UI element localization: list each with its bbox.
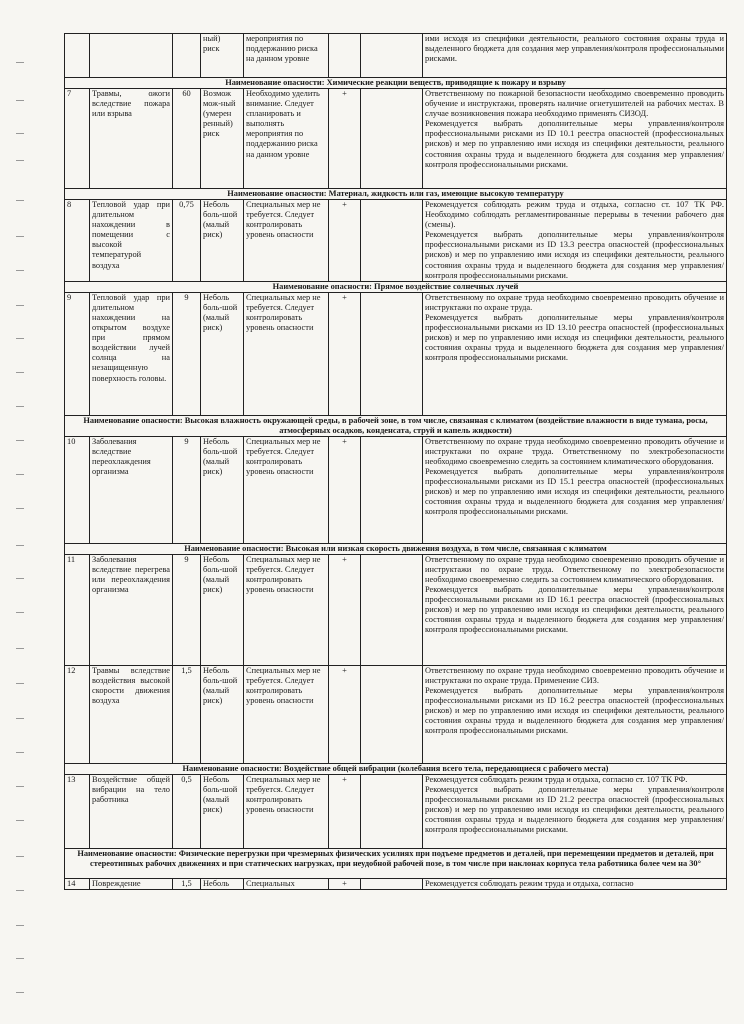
acceptability-mark: + — [329, 878, 361, 889]
empty-cell — [361, 665, 423, 763]
hazard-description: Заболевания вследствие переохлаждения организма — [90, 436, 173, 543]
hazard-description: Воздействие общей вибрации на тело работника — [90, 774, 173, 848]
binding-tick — [16, 786, 24, 787]
risk-level: Неболь боль-шой (малый риск) — [201, 554, 244, 665]
hazard-section-title: Наименование опасности: Высокая или низкая скорость движения воздуха, в том числе, связанная с климатом — [65, 543, 727, 554]
row-number: 12 — [65, 665, 90, 763]
table-row — [65, 774, 727, 848]
recommendation-text: Ответственному по охране труда необходимо своевременно проводить обучение и инструктажи по охране труда. Ответственному по электробезопасности необходимо своевременно следить за состоянием климатического оборудования. Рекомендуется выбрать дополнительные меры управления/контроля профессиональными рисками из ID 16.1 реестра опасностей (профессиональных рисков) и мер по управлению ими исходя из специфики деятельности, реального состояния охраны труда и выделенного бюджета для создания мер управления/контроля профессиональными рисками. — [423, 554, 727, 665]
binding-tick — [16, 856, 24, 857]
binding-margin — [0, 0, 58, 1024]
hazard-description: Тепловой удар при длительном нахождении в помещении с высокой температурой воздуха — [90, 200, 173, 282]
section-header-row — [65, 78, 727, 89]
hazard-section-title: Наименование опасности: Физические перегрузки при чрезмерных физических усилиях при подъеме предметов и деталей, при перемещении предметов и деталей, при стереотипных рабочих движениях и при статических нагрузках, при неудобной рабочей позе, в том числе при наклонах корпуса тела работника более чем на 30° — [65, 848, 727, 878]
risk-level: Неболь боль-шой (малый риск) — [201, 200, 244, 282]
table-row — [65, 878, 727, 889]
empty-cell — [361, 878, 423, 889]
empty-cell — [361, 34, 423, 78]
recommendation-text: Рекомендуется соблюдать режим труда и отдыха, согласно — [423, 878, 727, 889]
risk-assessment-table — [64, 33, 727, 890]
risk-measures: Специальных мер не требуется. Следует контролировать уровень опасности — [244, 292, 329, 415]
binding-tick — [16, 545, 24, 546]
table-row — [65, 436, 727, 543]
binding-tick — [16, 925, 24, 926]
level-cell: ный) риск — [201, 34, 244, 78]
recommendation-cell: ими исходя из специфики деятельности, реального состояния охраны труда и выделенного бюджета для создания мер управления/контроля профессиональными рисками. — [423, 34, 727, 78]
binding-tick — [16, 62, 24, 63]
risk-value: 1,5 — [173, 665, 201, 763]
measures-cell: мероприятия по поддержанию риска на данном уровне — [244, 34, 329, 78]
binding-tick — [16, 440, 24, 441]
binding-tick — [16, 100, 24, 101]
binding-tick — [16, 270, 24, 271]
empty-cell — [361, 89, 423, 189]
section-header-row — [65, 763, 727, 774]
empty-cell — [361, 436, 423, 543]
binding-tick — [16, 406, 24, 407]
hazard-section-title: Наименование опасности: Высокая влажность окружающей среды, в рабочей зоне, в том числе, связанная с климатом (воздействие влажности в виде тумана, росы, атмосферных осадков, конденсата, струй и капель жидкости) — [65, 415, 727, 436]
recommendation-text: Ответственному по охране труда необходимо своевременно проводить обучение и инструктажи по охране труда. Ответственному по электробезопасности необходимо своевременно следить за состоянием климатического оборудования. Рекомендуется выбрать дополнительные меры управления/контроля профессиональными рисками из ID 15.1 реестра опасностей (профессиональных рисков) и мер по управлению ими исходя из специфики деятельности, реального состояния охраны труда и выделенного бюджета для создания мер управления/контроля профессиональными рисками. — [423, 436, 727, 543]
binding-tick — [16, 508, 24, 509]
binding-tick — [16, 160, 24, 161]
row-number: 11 — [65, 554, 90, 665]
table-row — [65, 554, 727, 665]
empty-cell — [361, 292, 423, 415]
hazard-description: Травмы вследствие воздействия высокой скорости движения воздуха — [90, 665, 173, 763]
row-number: 9 — [65, 292, 90, 415]
binding-tick — [16, 578, 24, 579]
row-number: 10 — [65, 436, 90, 543]
table-row — [65, 200, 727, 282]
row-number: 13 — [65, 774, 90, 848]
risk-level: Возмож мож-ный (умерен ренный) риск — [201, 89, 244, 189]
risk-value: 0,5 — [173, 774, 201, 848]
binding-tick — [16, 718, 24, 719]
binding-tick — [16, 338, 24, 339]
binding-tick — [16, 474, 24, 475]
binding-tick — [16, 648, 24, 649]
recommendation-text: Рекомендуется соблюдать режим труда и отдыха, согласно ст. 107 ТК РФ. Рекомендуется выбрать дополнительные меры управления/контроля профессиональными рисками из ID 21.2 реестра опасностей (профессиональных рисков) и мер по управлению ими исходя из специфики деятельности, реального состояния охраны труда и выделенного бюджета для создания мер управления/контроля профессиональными рисками. — [423, 774, 727, 848]
section-header-row — [65, 848, 727, 878]
risk-measures: Специальных мер не требуется. Следует контролировать уровень опасности — [244, 554, 329, 665]
mark-cell — [329, 34, 361, 78]
risk-level: Неболь боль-шой (малый риск) — [201, 665, 244, 763]
table-row — [65, 665, 727, 763]
hazard-cell — [90, 34, 173, 78]
empty-cell — [361, 554, 423, 665]
acceptability-mark: + — [329, 436, 361, 543]
hazard-description: Тепловой удар при длительном нахождении на открытом воздухе при прямом воздействии лучей солнца на незащищенную поверхность головы. — [90, 292, 173, 415]
risk-value: 0,75 — [173, 200, 201, 282]
binding-tick — [16, 372, 24, 373]
hazard-section-title: Наименование опасности: Прямое воздействие солнечных лучей — [65, 281, 727, 292]
table-row — [65, 292, 727, 415]
acceptability-mark: + — [329, 89, 361, 189]
acceptability-mark: + — [329, 200, 361, 282]
hazard-description: Травмы, ожоги вследствие пожара или взрыва — [90, 89, 173, 189]
acceptability-mark: + — [329, 774, 361, 848]
binding-tick — [16, 820, 24, 821]
hazard-section-title: Наименование опасности: Воздействие общей вибрации (колебания всего тела, передающиеся с рабочего места) — [65, 763, 727, 774]
num-cell — [65, 34, 90, 78]
hazard-section-title: Наименование опасности: Материал, жидкость или газ, имеющие высокую температуру — [65, 189, 727, 200]
binding-tick — [16, 890, 24, 891]
hazard-description: Повреждение — [90, 878, 173, 889]
risk-measures: Специальных мер не требуется. Следует контролировать уровень опасности — [244, 436, 329, 543]
binding-tick — [16, 958, 24, 959]
binding-tick — [16, 305, 24, 306]
risk-measures: Специальных мер не требуется. Следует контролировать уровень опасности — [244, 774, 329, 848]
risk-value: 9 — [173, 436, 201, 543]
empty-cell — [361, 200, 423, 282]
hazard-description: Заболевания вследствие перегрева или переохлаждения организма — [90, 554, 173, 665]
risk-value: 9 — [173, 292, 201, 415]
binding-tick — [16, 200, 24, 201]
binding-tick — [16, 992, 24, 993]
table-row-continued — [65, 34, 727, 78]
section-header-row — [65, 543, 727, 554]
acceptability-mark: + — [329, 554, 361, 665]
hazard-section-title: Наименование опасности: Химические реакции веществ, приводящие к пожару и взрыву — [65, 78, 727, 89]
risk-measures: Необходимо уделить внимание. Следует спланировать и выполнять мероприятия по поддержанию риска на данном уровне — [244, 89, 329, 189]
binding-tick — [16, 612, 24, 613]
recommendation-text: Рекомендуется соблюдать режим труда и отдыха, согласно ст. 107 ТК РФ. Необходимо соблюдать регламентированные перерывы в течении рабочего дня (смены). Рекомендуется выбрать дополнительные меры управления/контроля профессиональными рисками из ID 13.3 реестра опасностей (профессиональных рисков) и мер по управлению ими исходя из специфики деятельности, реального состояния охраны труда и выделенного бюджета для создания мер управления/контроля профессиональными рисками. — [423, 200, 727, 282]
row-number: 14 — [65, 878, 90, 889]
risk-measures: Специальных мер не требуется. Следует контролировать уровень опасности — [244, 665, 329, 763]
acceptability-mark: + — [329, 665, 361, 763]
section-header-row — [65, 415, 727, 436]
recommendation-text: Ответственному по пожарной безопасности необходимо своевременно проводить обучение и инструктажи, проверять наличие огнетушителей на рабочих местах. В случае возникновения пожара необходимо применять СИЗОД. Рекомендуется выбрать дополнительные меры управления/контроля профессиональными рисками из ID 10.1 реестра опасностей (профессиональных рисков) и мер по управлению ими исходя из специфики деятельности, реального состояния охраны труда и выделенного бюджета для создания мер управления/контроля профессиональными рисками. — [423, 89, 727, 189]
risk-level: Неболь боль-шой (малый риск) — [201, 774, 244, 848]
binding-tick — [16, 752, 24, 753]
risk-value: 1,5 — [173, 878, 201, 889]
risk-level: Неболь — [201, 878, 244, 889]
risk-value: 9 — [173, 554, 201, 665]
table-row — [65, 89, 727, 189]
recommendation-text: Ответственному по охране труда необходимо своевременно проводить обучение и инструктажи по охране труда. Применение СИЗ. Рекомендуется выбрать дополнительные меры управления/контроля профессиональными рисками из ID 16.2 реестра опасностей (профессиональных рисков) и мер по управлению ими исходя из специфики деятельности, реального состояния охраны труда и выделенного бюджета для создания мер управления/контроля профессиональными рисками. — [423, 665, 727, 763]
binding-tick — [16, 683, 24, 684]
risk-measures: Специальных мер не требуется. Следует контролировать уровень опасности — [244, 200, 329, 282]
section-header-row — [65, 189, 727, 200]
value-cell — [173, 34, 201, 78]
risk-level: Неболь боль-шой (малый риск) — [201, 292, 244, 415]
risk-measures: Специальных — [244, 878, 329, 889]
binding-tick — [16, 236, 24, 237]
recommendation-text: Ответственному по охране труда необходимо своевременно проводить обучение и инструктажи по охране труда. Рекомендуется выбрать дополнительные меры управления/контроля профессиональными рисками из ID 13.10 реестра опасностей (профессиональных рисков) и мер по управлению ими исходя из специфики деятельности, реального состояния охраны труда и выделенного бюджета для создания мер управления/контроля профессиональными рисками. — [423, 292, 727, 415]
risk-value: 60 — [173, 89, 201, 189]
acceptability-mark: + — [329, 292, 361, 415]
binding-tick — [16, 133, 24, 134]
section-header-row — [65, 281, 727, 292]
empty-cell — [361, 774, 423, 848]
row-number: 8 — [65, 200, 90, 282]
risk-level: Неболь боль-шой (малый риск) — [201, 436, 244, 543]
row-number: 7 — [65, 89, 90, 189]
